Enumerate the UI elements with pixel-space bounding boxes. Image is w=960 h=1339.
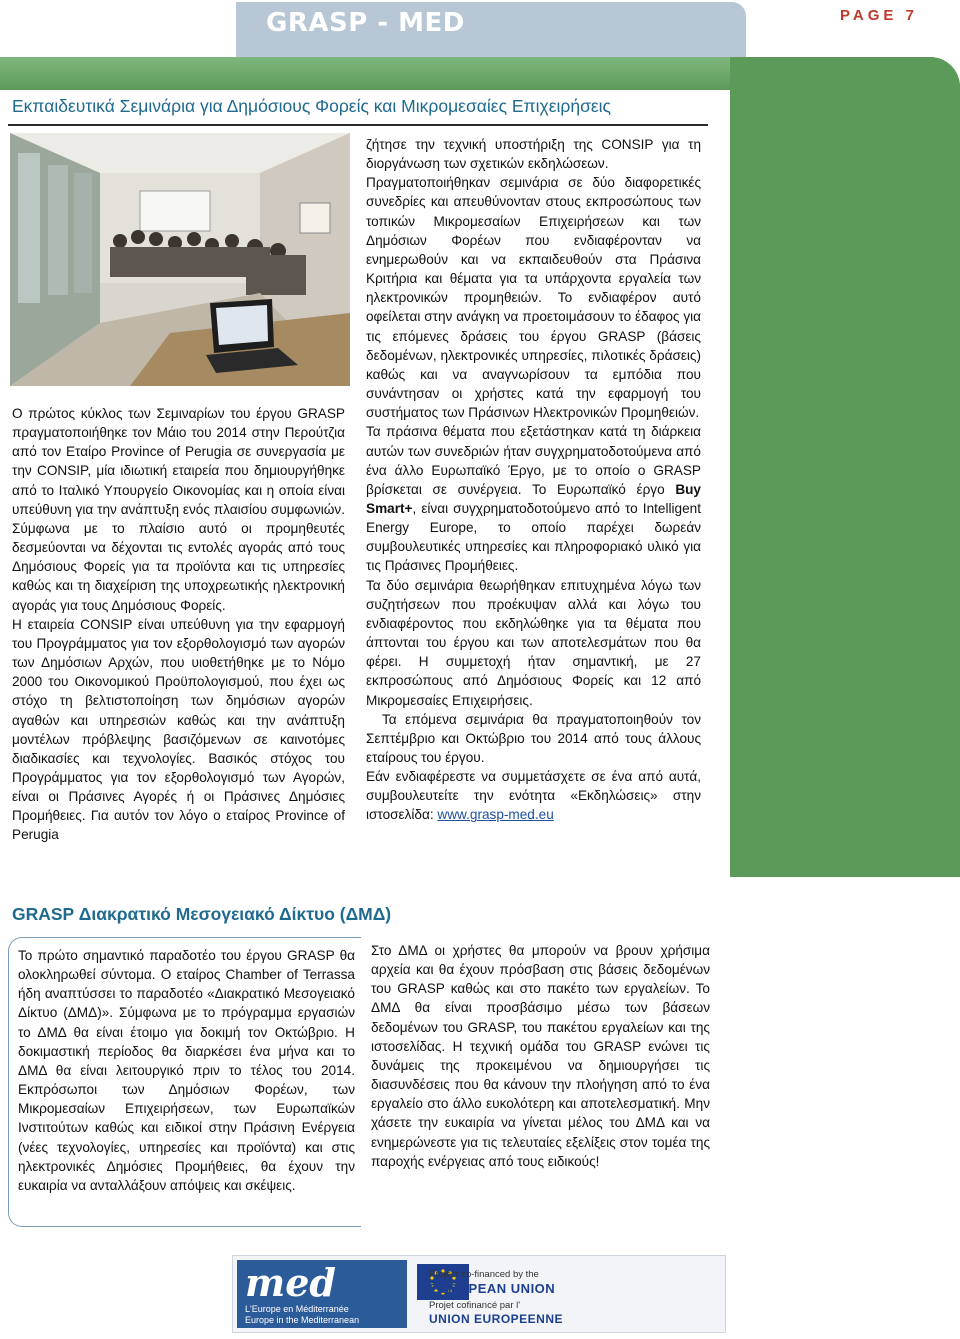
section-title-network: GRASP Διακρατικό Μεσογειακό Δίκτυο (ΔΜΔ) [12, 904, 392, 924]
paragraph: Στο ΔΜΔ οι χρήστες θα μπορούν να βρουν χρήσιμα αρχεία και θα έχουν πρόσβαση στις βάσεις δεδομένων του GRASP καθώς και στο πακέτο των εργαλείων. Το ΔΜΔ θα είναι προσβάσιμο μέσω των βάσεων δεδομένων του GRASP, του πακέτου εργαλείων και της ιστοσελίδας. Η τεχνική ομάδα του GRASP ενώνει τις δυνάμεις της προκειμένου να δημιουργήσει τις διασυνδέσεις που θα κάνουν την πλοήγηση από το ένα εργαλείο στο άλλο ευκολότερη και αποτελεσματική. Μην χάσετε την ευκαιρία να γίνεται μέλος του ΔΜΔ και να ενημερώνεστε για τις τελευταίες εξελίξεις στον τομέα της παροχής ενέργειας από τους ειδικούς! [371, 943, 710, 1169]
paragraph: Πραγματοποιήθηκαν σεμινάρια σε δύο διαφορετικές συνεδρίες και απευθύνονταν στους εκπροσώπους των τοπικών Μικρομεσαίων Επιχειρήσεων και των Δημόσιων Φορέων που ενδιαφέρονταν να ενημερωθούν και να εκπαιδευθούν στα Πράσινα Κριτήρια και θέματα για τα υπάρχοντα εργαλεία των ηλεκτρονικών προμηθειών. Το ενδιαφέρον αυτό οφείλεται στην ανάγκη να προετοιμάσουν το έδαφος για τις επόμενες δράσεις του έργου GRASP (βάσεις δεδομένων, ηλεκτρονικές υπηρεσίες, πιλοτικές δράσεις) καθώς και να αναγνωρίσουν τα εμπόδια που συνάντησαν οι χρήστες κατά την εφαρμογή του συστήματος των Πράσινων Ηλεκτρονικών Προμηθειών. [366, 175, 701, 421]
page-number: PAGE 7 [840, 7, 918, 24]
paragraph: Το πρώτο σημαντικό παραδοτέο του έργου GRASP θα ολοκληρωθεί σύντομα. Ο εταίρος Chamber of Terrassa ήδη αναπτύσσει το παραδοτέο «Διακρατικό Μεσογειακό Δίκτυο (ΔΜΔ)». Σύμφωνα με το πρόγραμμα εργασιών το ΔΜΔ θα είναι έτοιμο για δοκιμή τον Οκτώβριο. Η δοκιμαστική περίοδος θα διαρκέσει ένα μήνα και το ΔΜΔ θα είναι λειτουργικό πριν το τέλος του 2014. Εκπρόσωποι των Δημόσιων Φορέων, των Μικρομεσαίων Επιχειρήσεων, των Ευρωπαϊκών Ινστιτούτων καθώς και ειδικοί στην Πράσινη Ενέργεια (νέες τεχνολογίες, υπηρεσίες και προϊόντα) και στις ηλεκτρονικές Δημόσιες Προμήθειες, θα έχουν την ευκαιρία να ανταλλάξουν απόψεις και σκέψεις. [18, 948, 355, 1193]
green-side-panel [730, 57, 960, 877]
med-logo [237, 1260, 407, 1328]
eu-name-fr: UNION EUROPEENNE [429, 1312, 564, 1326]
section-title-seminars: Εκπαιδευτικά Σεμινάρια για Δημόσιους Φορείς και Μικρομεσαίες Επιχειρήσεις [12, 96, 611, 116]
website-link[interactable]: www.grasp-med.eu [437, 807, 554, 823]
paragraph: ζήτησε την τεχνική υποστήριξη της CONSIP για τη διοργάνωση των σχετικών εκδηλώσεων. [366, 137, 701, 172]
footer-logos [232, 1255, 726, 1333]
eu-name-en: EUROPEAN UNION [429, 1281, 556, 1296]
paragraph: Εάν ενδιαφέρεστε να συμμετάσχετε σε ένα από αυτά, συμβουλευτείτε την ενότητα «Εκδηλώσεις» στην ιστοσελίδα: www.grasp-med.eu [366, 769, 701, 823]
paragraph: Τα πράσινα θέματα που εξετάστηκαν κατά τη διάρκεια αυτών των συνεδριών ήταν συγχρηματοδοτούμενα από ένα άλλο Ευρωπαϊκό Έργο, με το οποίο ο GRASP βρίσκεται σε συνέργεια. Το Ευρωπαϊκό έργο Buy Smart+, είναι συγχρηματοδοτούμενο από το Intelligent Energy Europe, το οποίο παρέχει δωρεάν συμβουλευτικές υπηρεσίες και πληροφοριακό υλικό για τις Πράσινες Προμήθειες. [366, 424, 701, 574]
eu-cofinanced-fr: Projet cofinancé par l' [429, 1300, 521, 1311]
paragraph: Η εταιρεία CONSIP είναι υπεύθυνη για την εφαρμογή του Προγράμματος για τον εξορθολογισμό των αγορών των Δημόσιων Αρχών, που υιοθετήθηκε με το Νόμο 2000 του Οικονομικού Προϋπολογισμού, που έχει ως στόχο τη βελτιστοποίηση των δημόσιων αγορών αγαθών και υπηρεσιών καθώς και την ανάπτυξη μοντέλων πρόβλεψης βασιζόμενων σε καινοτόμες διαδικασίες και τεχνολογίες. Βασικός στόχος του Προγράμματος για τον εξορθολογισμό των Αγορών, είναι οι Πράσινες Αγορές ή οι Πράσινες Δημόσιες Προμήθειες. Για αυτόν τον λόγο ο εταίρος Province of Perugia [12, 616, 345, 843]
newsletter-title: GRASP - MED [266, 8, 465, 38]
med-logo-text: med [245, 1260, 336, 1305]
buy-smart-name: Buy Smart+ [366, 481, 701, 516]
network-column-2 [371, 941, 710, 1171]
paragraph: Τα επόμενα σεμινάρια θα πραγματοποιηθούν τον Σεπτέμβριο και Οκτώβριο του 2014 από τους άλλους εταίρους του έργου. [366, 711, 701, 765]
paragraph: Ο πρώτος κύκλος των Σεμιναρίων του έργου GRASP πραγματοποιήθηκε τον Μάιο του 2014 στην Περούτζια από τον Εταίρο Province of Perugia σε συνεργασία με την CONSIP, μία ιδιωτική εταιρεία που δημιουργήθηκε από το Ιταλικό Υπουργείο Οικονομίας και η οποία είναι υπεύθυνη για την ανάπτυξη ενός πλαισίου συμφωνιών. Σύμφωνα με το πλαίσιο αυτό οι προμηθευτές δεσμεύονται να δέχονται τις εντολές αγοράς από τους Δημόσιους Φορείς για τα προϊόντα και τις υπηρεσίες καθώς και τη διαχείριση της υποχρεωτικής ηλεκτρονική αγοράς για τους Δημόσιους Φορείς. [12, 406, 345, 613]
med-logo-subtitle-en: Europe in the Mediterranean [245, 1315, 360, 1325]
med-logo-subtitle-fr: L'Europe en Méditerranée [245, 1304, 349, 1314]
paragraph: Τα δύο σεμινάρια θεωρήθηκαν επιτυχημένα λόγω των συζητήσεων που προέκυψαν αλλά και λόγω του ενδιαφέροντος που εκδηλώθηκε για τα θέματα που άπτονται του έργου και των αποτελεσμάτων που θα φέρει. Η συμμετοχή ήταν σημαντική, με 27 εκπροσώπους από Δημόσιους Φορείς και 12 από Μικρομεσαίες Επιχειρήσεις. [366, 577, 701, 708]
seminars-column-2 [366, 135, 701, 825]
eu-cofinanced-en: Project co-financed by the [429, 1269, 539, 1280]
seminars-column-1 [12, 404, 345, 845]
title-divider [8, 124, 708, 126]
seminar-photo [10, 133, 350, 386]
network-column-1 [18, 946, 355, 1195]
